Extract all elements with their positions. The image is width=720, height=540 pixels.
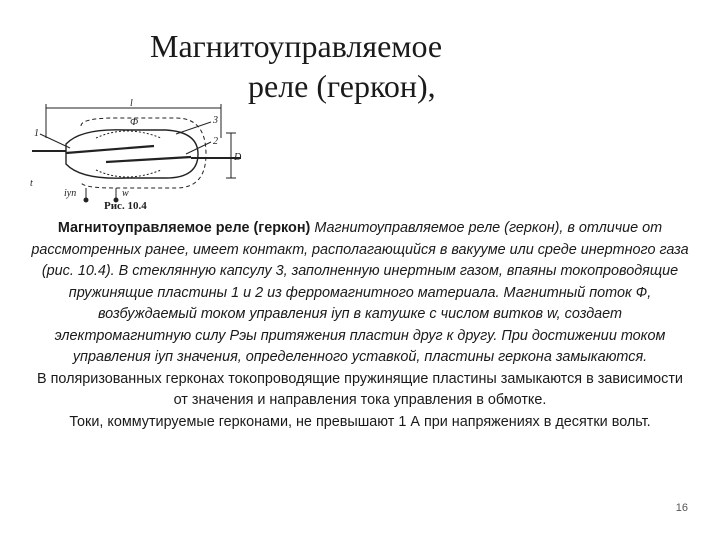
label-1: 1: [34, 128, 39, 139]
title-line-2: реле (геркон),: [248, 68, 436, 104]
paragraph-1: [30, 218, 690, 369]
leader-1: [40, 134, 70, 148]
flux-line-upper: [96, 131, 161, 138]
reed-relay-figure: [26, 98, 256, 214]
contact-plate-2: [106, 157, 191, 162]
paragraph-3: Токи, коммутируемые герконами, не превышают 1 А при напряжениях в десятки вольт.: [69, 413, 651, 430]
paragraph-1-bold: Магнитоуправляемое реле (геркон): [57, 220, 311, 236]
glass-capsule: [66, 130, 198, 178]
body-text: [30, 218, 690, 433]
paragraph-2: В поляризованных герконах токопроводящие пружинящие пластины замыкаются в зависимости от значения и направления тока управления в обмотке.: [37, 370, 683, 408]
paragraph-1-italic: Магнитоуправляемое реле (геркон), в отличие от рассмотренных ранее, имеет контакт, располагающийся в вакууме или среде инертного газа (рис. 10.4). В стеклянную капсулу 3, заполненную инертным газом, впаяны токопроводящие пружинящие пластины 1 и 2 из ферромагнитного материала. Магнитный поток Ф, возбуждаемый током управления iуп в катушке с числом витков w, создает электромагнитную силу Pэы притяжения пластин друг к другу. При достижении током управления iуп значения, определенного уставкой, пластины геркона замыкаются.: [31, 220, 689, 365]
page-number: 16: [675, 502, 688, 514]
label-2: 2: [213, 136, 218, 147]
flux-line-lower: [96, 170, 161, 177]
slide-title: [150, 26, 710, 106]
label-w: w: [122, 188, 129, 199]
leader-3: [176, 122, 211, 134]
contact-plate-1: [66, 146, 154, 153]
label-3: 3: [213, 115, 218, 126]
label-t: t: [30, 178, 33, 189]
label-phi: Ф: [130, 117, 139, 128]
title-line-1: Магнитоуправляемое: [150, 28, 443, 64]
label-iup: iуп: [64, 188, 77, 199]
terminal-left-dot: [84, 198, 88, 202]
reed-relay-diagram: [26, 98, 256, 214]
label-d: D: [234, 152, 242, 163]
label-l: l: [130, 98, 133, 109]
figure-caption: Рис. 10.4: [104, 200, 147, 212]
